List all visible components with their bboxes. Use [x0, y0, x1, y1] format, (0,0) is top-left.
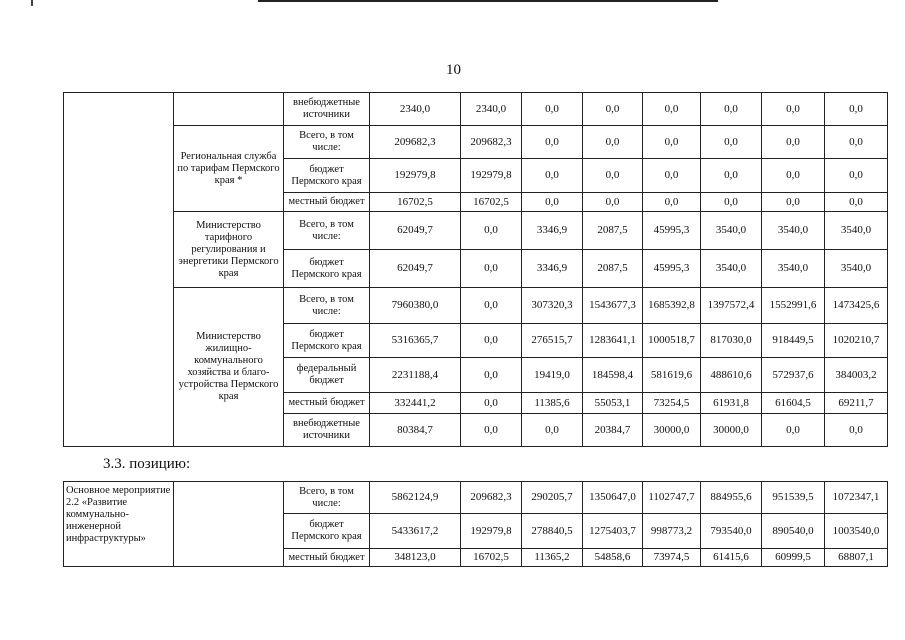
value-cell: 278840,5 [522, 514, 583, 549]
value-cell: 1350647,0 [583, 482, 643, 514]
funding-source-label: бюджет Пермского края [284, 324, 370, 358]
value-cell: 793540,0 [701, 514, 762, 549]
organization-cell: Министерство жилищно-коммунального хозяйства и благо-устройства Пермского края [174, 288, 284, 447]
value-cell: 209682,3 [461, 126, 522, 159]
value-cell: 0,0 [825, 159, 888, 193]
value-cell: 890540,0 [762, 514, 825, 549]
value-cell: 2231188,4 [370, 358, 461, 393]
value-cell: 0,0 [825, 93, 888, 126]
value-cell: 3540,0 [762, 250, 825, 288]
value-cell: 348123,0 [370, 549, 461, 567]
value-cell: 69211,7 [825, 393, 888, 414]
value-cell: 0,0 [701, 159, 762, 193]
value-cell: 307320,3 [522, 288, 583, 324]
funding-source-label: внебюджетные источники [284, 414, 370, 447]
activity-cell: Основное мероприятие 2.2 «Развитие коммунально-инженерной инфраструктуры» [64, 482, 174, 567]
value-cell: 5862124,9 [370, 482, 461, 514]
top-rule [258, 0, 718, 2]
value-cell: 998773,2 [643, 514, 701, 549]
value-cell: 1543677,3 [583, 288, 643, 324]
value-cell: 0,0 [583, 93, 643, 126]
value-cell: 488610,6 [701, 358, 762, 393]
scan-mark [31, 0, 33, 6]
value-cell: 0,0 [461, 324, 522, 358]
activity-cell [64, 93, 174, 447]
value-cell: 61415,6 [701, 549, 762, 567]
value-cell: 73254,5 [643, 393, 701, 414]
value-cell: 290205,7 [522, 482, 583, 514]
funding-source-label: Всего, в том числе: [284, 482, 370, 514]
value-cell: 45995,3 [643, 212, 701, 250]
value-cell: 1102747,7 [643, 482, 701, 514]
value-cell: 0,0 [701, 126, 762, 159]
value-cell: 0,0 [825, 414, 888, 447]
budget-table-lower [63, 481, 888, 567]
value-cell: 951539,5 [762, 482, 825, 514]
value-cell: 1552991,6 [762, 288, 825, 324]
value-cell: 45995,3 [643, 250, 701, 288]
value-cell: 2340,0 [461, 93, 522, 126]
value-cell: 11365,2 [522, 549, 583, 567]
value-cell: 11385,6 [522, 393, 583, 414]
value-cell: 1072347,1 [825, 482, 888, 514]
value-cell: 61604,5 [762, 393, 825, 414]
value-cell: 80384,7 [370, 414, 461, 447]
page-number: 10 [446, 62, 461, 78]
value-cell: 0,0 [522, 159, 583, 193]
value-cell: 572937,6 [762, 358, 825, 393]
value-cell: 0,0 [825, 193, 888, 212]
value-cell: 192979,8 [370, 159, 461, 193]
value-cell: 3346,9 [522, 250, 583, 288]
value-cell: 884955,6 [701, 482, 762, 514]
value-cell: 16702,5 [370, 193, 461, 212]
value-cell: 3540,0 [701, 212, 762, 250]
value-cell: 0,0 [583, 193, 643, 212]
value-cell: 192979,8 [461, 159, 522, 193]
organization-cell: Министерство тарифного регулирования и энергетики Пермского края [174, 212, 284, 288]
section-heading: 3.3. позицию: [103, 456, 191, 472]
funding-source-label: Всего, в том числе: [284, 288, 370, 324]
funding-source-label: местный бюджет [284, 549, 370, 567]
value-cell: 184598,4 [583, 358, 643, 393]
value-cell: 209682,3 [461, 482, 522, 514]
value-cell: 0,0 [762, 93, 825, 126]
value-cell: 54858,6 [583, 549, 643, 567]
table-row [64, 126, 888, 159]
funding-source-label: бюджет Пермского края [284, 514, 370, 549]
table-row [64, 288, 888, 324]
value-cell: 73974,5 [643, 549, 701, 567]
value-cell: 0,0 [522, 93, 583, 126]
table-row [64, 482, 888, 514]
value-cell: 276515,7 [522, 324, 583, 358]
value-cell: 16702,5 [461, 193, 522, 212]
value-cell: 61931,8 [701, 393, 762, 414]
value-cell: 817030,0 [701, 324, 762, 358]
value-cell: 192979,8 [461, 514, 522, 549]
value-cell: 3540,0 [825, 212, 888, 250]
value-cell: 1003540,0 [825, 514, 888, 549]
value-cell: 0,0 [461, 414, 522, 447]
value-cell: 1397572,4 [701, 288, 762, 324]
organization-cell [174, 482, 284, 567]
value-cell: 0,0 [461, 288, 522, 324]
organization-cell: Региональная служба по тарифам Пермского края * [174, 126, 284, 212]
value-cell: 1000518,7 [643, 324, 701, 358]
funding-source-label: местный бюджет [284, 193, 370, 212]
funding-source-label: внебюджетные источники [284, 93, 370, 126]
value-cell: 0,0 [522, 193, 583, 212]
value-cell: 3346,9 [522, 212, 583, 250]
value-cell: 19419,0 [522, 358, 583, 393]
value-cell: 2087,5 [583, 250, 643, 288]
value-cell: 0,0 [583, 126, 643, 159]
value-cell: 0,0 [762, 193, 825, 212]
value-cell: 0,0 [643, 93, 701, 126]
value-cell: 20384,7 [583, 414, 643, 447]
value-cell: 55053,1 [583, 393, 643, 414]
value-cell: 0,0 [522, 126, 583, 159]
value-cell: 5433617,2 [370, 514, 461, 549]
value-cell: 0,0 [825, 126, 888, 159]
value-cell: 209682,3 [370, 126, 461, 159]
budget-table-upper [63, 92, 888, 447]
funding-source-label: местный бюджет [284, 393, 370, 414]
value-cell: 1283641,1 [583, 324, 643, 358]
value-cell: 581619,6 [643, 358, 701, 393]
value-cell: 0,0 [762, 159, 825, 193]
value-cell: 1685392,8 [643, 288, 701, 324]
value-cell: 68807,1 [825, 549, 888, 567]
value-cell: 0,0 [583, 159, 643, 193]
value-cell: 384003,2 [825, 358, 888, 393]
value-cell: 0,0 [461, 212, 522, 250]
value-cell: 62049,7 [370, 212, 461, 250]
value-cell: 7960380,0 [370, 288, 461, 324]
value-cell: 16702,5 [461, 549, 522, 567]
value-cell: 0,0 [461, 250, 522, 288]
value-cell: 0,0 [762, 126, 825, 159]
value-cell: 3540,0 [825, 250, 888, 288]
funding-source-label: Всего, в том числе: [284, 212, 370, 250]
funding-source-label: бюджет Пермского края [284, 159, 370, 193]
value-cell: 0,0 [643, 159, 701, 193]
funding-source-label: Всего, в том числе: [284, 126, 370, 159]
value-cell: 1275403,7 [583, 514, 643, 549]
value-cell: 60999,5 [762, 549, 825, 567]
value-cell: 1020210,7 [825, 324, 888, 358]
value-cell: 3540,0 [762, 212, 825, 250]
table-row [64, 93, 888, 126]
value-cell: 0,0 [701, 193, 762, 212]
value-cell: 0,0 [643, 193, 701, 212]
value-cell: 3540,0 [701, 250, 762, 288]
value-cell: 1473425,6 [825, 288, 888, 324]
funding-source-label: бюджет Пермского края [284, 250, 370, 288]
value-cell: 0,0 [461, 393, 522, 414]
value-cell: 30000,0 [643, 414, 701, 447]
value-cell: 0,0 [522, 414, 583, 447]
value-cell: 0,0 [701, 93, 762, 126]
value-cell: 918449,5 [762, 324, 825, 358]
funding-source-label: федеральный бюджет [284, 358, 370, 393]
value-cell: 0,0 [643, 126, 701, 159]
organization-cell [174, 93, 284, 126]
value-cell: 5316365,7 [370, 324, 461, 358]
value-cell: 2087,5 [583, 212, 643, 250]
table-row [64, 212, 888, 250]
value-cell: 332441,2 [370, 393, 461, 414]
value-cell: 0,0 [762, 414, 825, 447]
value-cell: 2340,0 [370, 93, 461, 126]
value-cell: 62049,7 [370, 250, 461, 288]
value-cell: 0,0 [461, 358, 522, 393]
value-cell: 30000,0 [701, 414, 762, 447]
